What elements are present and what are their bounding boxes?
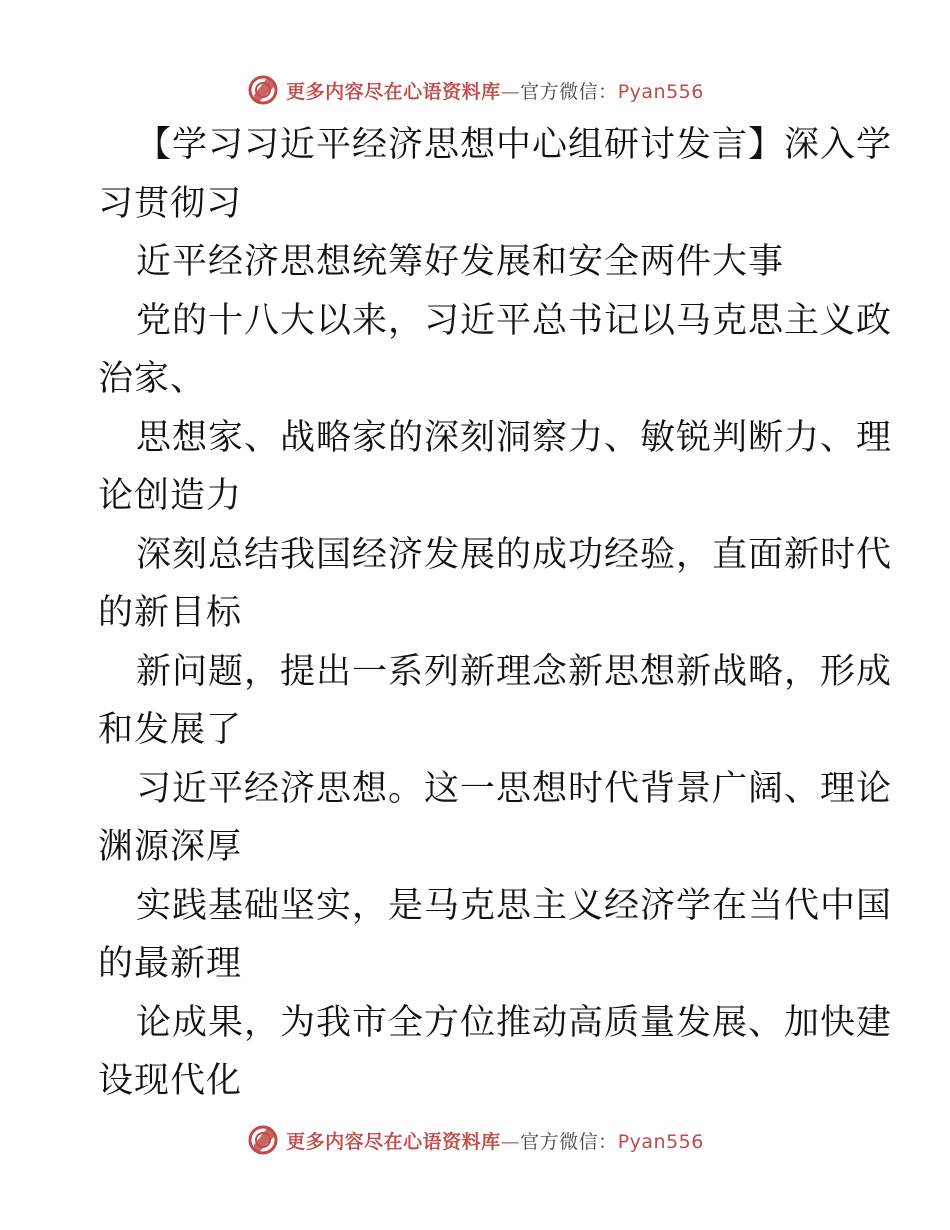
paragraph-line: 的新目标 [98,593,243,633]
pen-logo-icon [246,1123,280,1157]
banner-wechat-id: Pyan556 [617,80,704,103]
paragraph-line: 论创造力 [98,476,243,516]
paragraph-line: 论成果，为我市全方位推动高质量发展、加快建 [136,1002,893,1043]
paragraph-line: 新问题，提出一系列新理念新思想新战略，形成 [136,651,893,692]
paragraph-line: 实践基础坚实，是马克思主义经济学在当代中国 [136,885,893,926]
banner-wechat-id: Pyan556 [617,1130,704,1153]
banner-wechat-label: 官方微信： [520,1130,618,1153]
paragraph-line: 的最新理 [98,944,243,984]
paragraph-line: 习近平经济思想。这一思想时代背景广阔、理论 [136,768,893,809]
banner-wechat-label: 官方微信： [520,80,618,103]
pen-logo-icon [246,73,280,107]
paragraph-line: 【学习习近平经济思想中心组研讨发言】深入学 [136,125,893,165]
banner-dash: — [500,1130,521,1153]
banner-text [286,77,704,104]
paragraph-line: 习贯彻习 [98,183,243,224]
paragraph-line: 设现代化 [98,1061,243,1101]
banner-lead: 更多内容尽在心语资料库 [286,80,501,103]
paragraph-line: 渊源深厚 [98,827,243,867]
banner-lead: 更多内容尽在心语资料库 [286,1130,501,1153]
header-banner [0,70,950,110]
paragraph-line: 近平经济思想统筹好发展和安全两件大事 [136,242,785,282]
paragraph-line: 治家、 [98,359,207,399]
banner-text [286,1127,704,1154]
footer-banner [0,1120,950,1160]
paragraph-line: 思想家、战略家的深刻洞察力、敏锐判断力、理 [136,417,893,458]
paragraph-line: 深刻总结我国经济发展的成功经验，直面新时代 [136,534,893,575]
document-body [98,116,893,1111]
banner-dash: — [500,80,521,103]
paragraph-line: 党的十八大以来，习近平总书记以马克思主义政 [136,300,893,341]
paragraph-line: 和发展了 [98,710,243,750]
